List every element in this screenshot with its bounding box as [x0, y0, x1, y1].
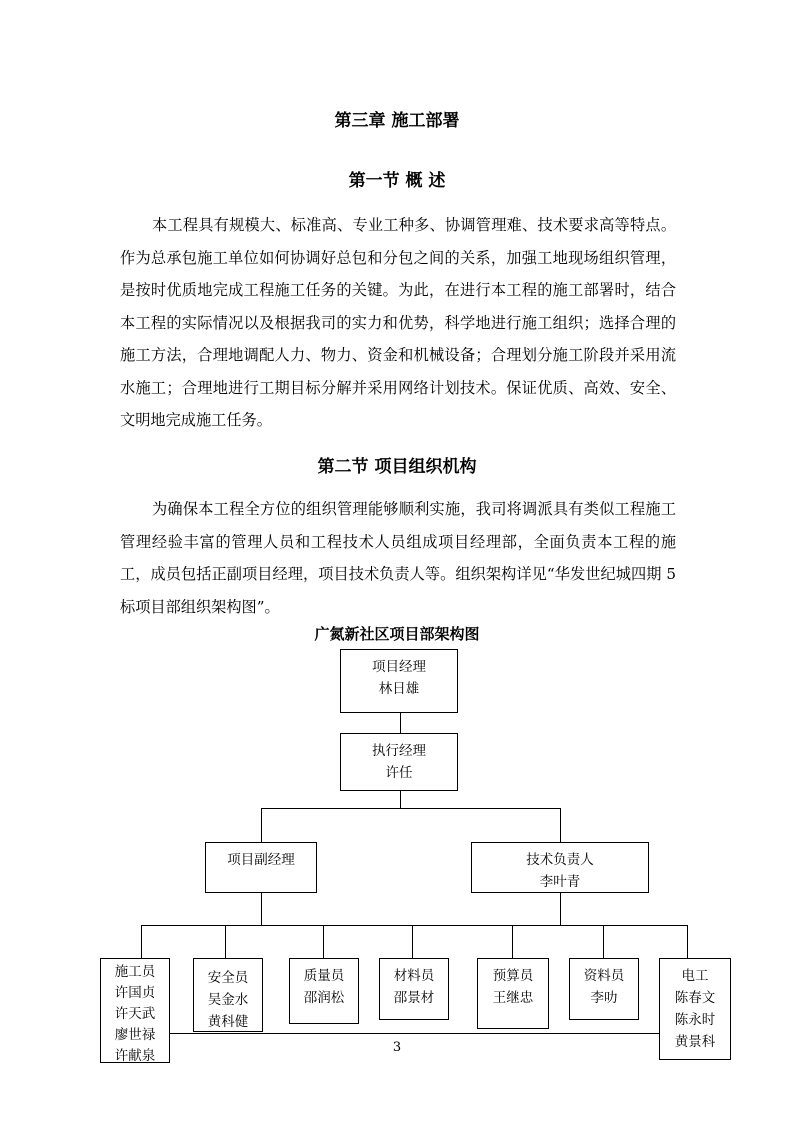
node-construction-staff: 施工员 许国贞 许天武 廖世禄 许献泉: [100, 958, 170, 1063]
node-executive-manager: 执行经理 许任: [340, 733, 458, 791]
connector-line: [225, 925, 226, 958]
connector-line: [400, 791, 401, 808]
org-chart: [0, 640, 794, 1070]
connector-line: [603, 925, 604, 958]
node-electrician: 电工 陈春文 陈永时 黄景科: [659, 958, 731, 1060]
connector-line: [141, 925, 142, 958]
node-technical-lead: 技术负责人 李叶青: [471, 842, 649, 893]
chapter-title: 第三章 施工部署: [334, 111, 460, 131]
page-number: 3: [392, 1040, 402, 1055]
connector-line: [560, 808, 561, 842]
node-document-officer: 资料员 李叻: [569, 958, 639, 1020]
organization-paragraph: 为确保本工程全方位的组织管理能够顺利实施，我司将调派具有类似工程施工管理经验丰富的管理人员和工程技术人员组成项目经理部，全面负责本工程的施工，成员包括正副项目经理，项目技术负责人等。组织架构详见“华发世纪城四期 5 标项目部组织架构图”。: [120, 500, 676, 616]
connector-line: [261, 893, 262, 925]
node-budget-officer: 预算员 王继忠: [477, 958, 549, 1029]
connector-line: [560, 893, 561, 925]
connector-line: [512, 925, 513, 958]
section-title-organization: 第二节 项目组织机构: [317, 457, 477, 477]
connector-line: [261, 808, 561, 809]
connector-line: [170, 1033, 659, 1034]
node-quality-officer: 质量员 邵润松: [289, 958, 359, 1024]
node-safety-officer: 安全员 吴金水 黄科健: [193, 958, 263, 1032]
node-project-manager: 项目经理 林日雄: [340, 649, 458, 713]
connector-line: [400, 713, 401, 733]
connector-line: [141, 925, 688, 926]
overview-paragraph: 本工程具有规模大、标准高、专业工种多、协调管理难、技术要求高等特点。作为总承包施工单位如何协调好总包和分包之间的关系，加强工地现场组织管理，是按时优质地完成工程施工任务的关键。为此，在进行本工程的施工部署时，结合本工程的实际情况以及根据我司的实力和优势，科学地进行施工组织；选择合理的施工方法，合理地调配人力、物力、资金和机械设备；合理划分施工阶段并采用流水施工；合理地进行工期目标分解并采用网络计划技术。保证优质、高效、安全、文明地完成施工任务。: [120, 216, 676, 429]
connector-line: [412, 925, 413, 958]
connector-line: [323, 925, 324, 958]
node-materials-officer: 材料员 邵景材: [379, 958, 449, 1020]
connector-line: [261, 808, 262, 842]
section-title-overview: 第一节 概 述: [348, 171, 446, 191]
connector-line: [687, 925, 688, 958]
node-deputy-manager: 项目副经理: [205, 842, 317, 893]
org-chart-title: 广氮新社区项目部架构图: [314, 625, 480, 643]
